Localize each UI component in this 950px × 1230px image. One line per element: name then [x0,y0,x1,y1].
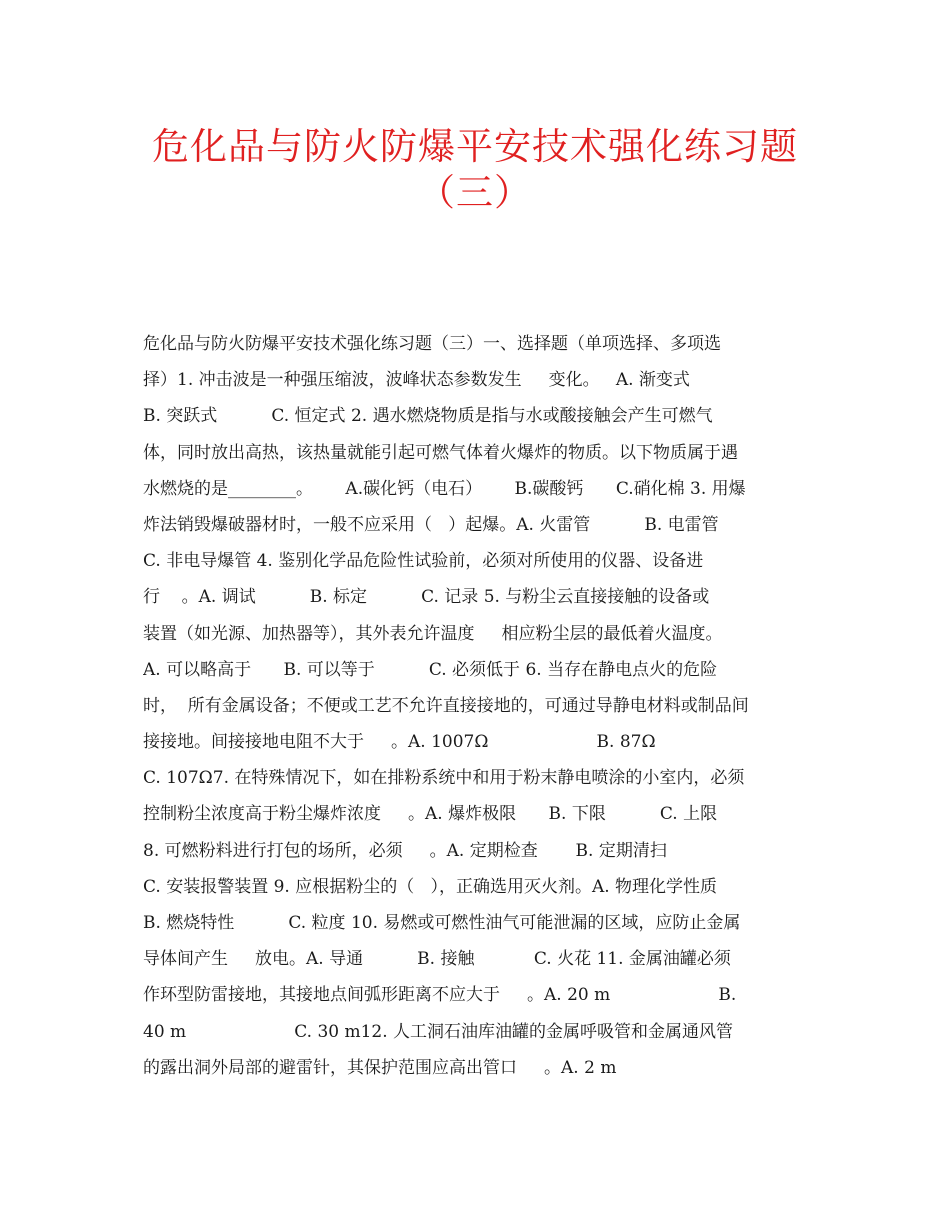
document-body [143,326,823,1086]
body-line: C. 安装报警装置 9. 应根据粉尘的（ ），正确选用灭火剂。A. 物理化学性质 [143,876,718,897]
body-line: 行 。A. 调试 B. 标定 C. 记录 5. 与粉尘云直接接触的设备或 [143,587,710,608]
body-line: 危化品与防火防爆平安技术强化练习题（三）一、选择题（单项选择、多项选 [143,334,721,354]
document-title-line-1: 危化品与防火防爆平安技术强化练习题 [152,125,798,168]
body-line: 炸法销毁爆破器材时，一般不应采用（ ）起爆。A. 火雷管 B. 电雷管 [143,514,719,535]
body-line: B. 燃烧特性 C. 粒度 10. 易燃或可燃性油气可能泄漏的区域，应防止金属 [143,913,741,933]
body-line: C. 107Ω7. 在特殊情况下，如在排粉系统中和用于粉末静电喷涂的小室内，必须 [143,768,745,789]
body-line: 时， 所有金属设备；不便或工艺不允许直接接地的，可通过导静电材料或制品间 [143,695,749,716]
body-line: 作环型防雷接地，其接地点间弧形距离不应大于 。A. 20 m B. [143,985,737,1006]
body-line: 导体间产生 放电。A. 导通 B. 接触 C. 火花 11. 金属油罐必须 [143,949,731,970]
body-line: A. 可以略高于 B. 可以等于 C. 必须低于 6. 当存在静电点火的危险 [143,659,718,680]
body-line: B. 突跃式 C. 恒定式 2. 遇水燃烧物质是指与水或酸接触会产生可燃气 [143,406,713,427]
body-line: 的露出洞外局部的避雷针，其保护范围应高出管口 。A. 2 m [143,1057,617,1078]
body-line: 择）1. 冲击波是一种强压缩波，波峰状态参数发生 变化。 A. 渐变式 [143,370,690,391]
body-line: 水燃烧的是________。 A.碳化钙（电石） B.碳酸钙 C.硝化棉 3. 用爆 [143,478,746,499]
body-line: C. 非电导爆管 4. 鉴别化学品危险性试验前，必须对所使用的仪器、设备进 [143,551,704,572]
document-title-line-2: （三） [418,171,532,214]
body-line: 装置（如光源、加热器等），其外表允许温度 相应粉尘层的最低着火温度。 [143,623,723,644]
body-line: 体，同时放出高热，该热量就能引起可燃气体着火爆炸的物质。以下物质属于遇 [143,442,738,463]
body-line: 接接地。间接接地电阻不大于 。A. 1007Ω B. 87Ω [143,732,656,753]
body-line: 40 m C. 30 m12. 人工洞石油库油罐的金属呼吸管和金属通风管 [143,1021,734,1042]
body-line: 8. 可燃粉料进行打包的场所，必须 。A. 定期检查 B. 定期清扫 [143,840,667,861]
body-line: 控制粉尘浓度高于粉尘爆炸浓度 。A. 爆炸极限 B. 下限 C. 上限 [143,804,718,825]
